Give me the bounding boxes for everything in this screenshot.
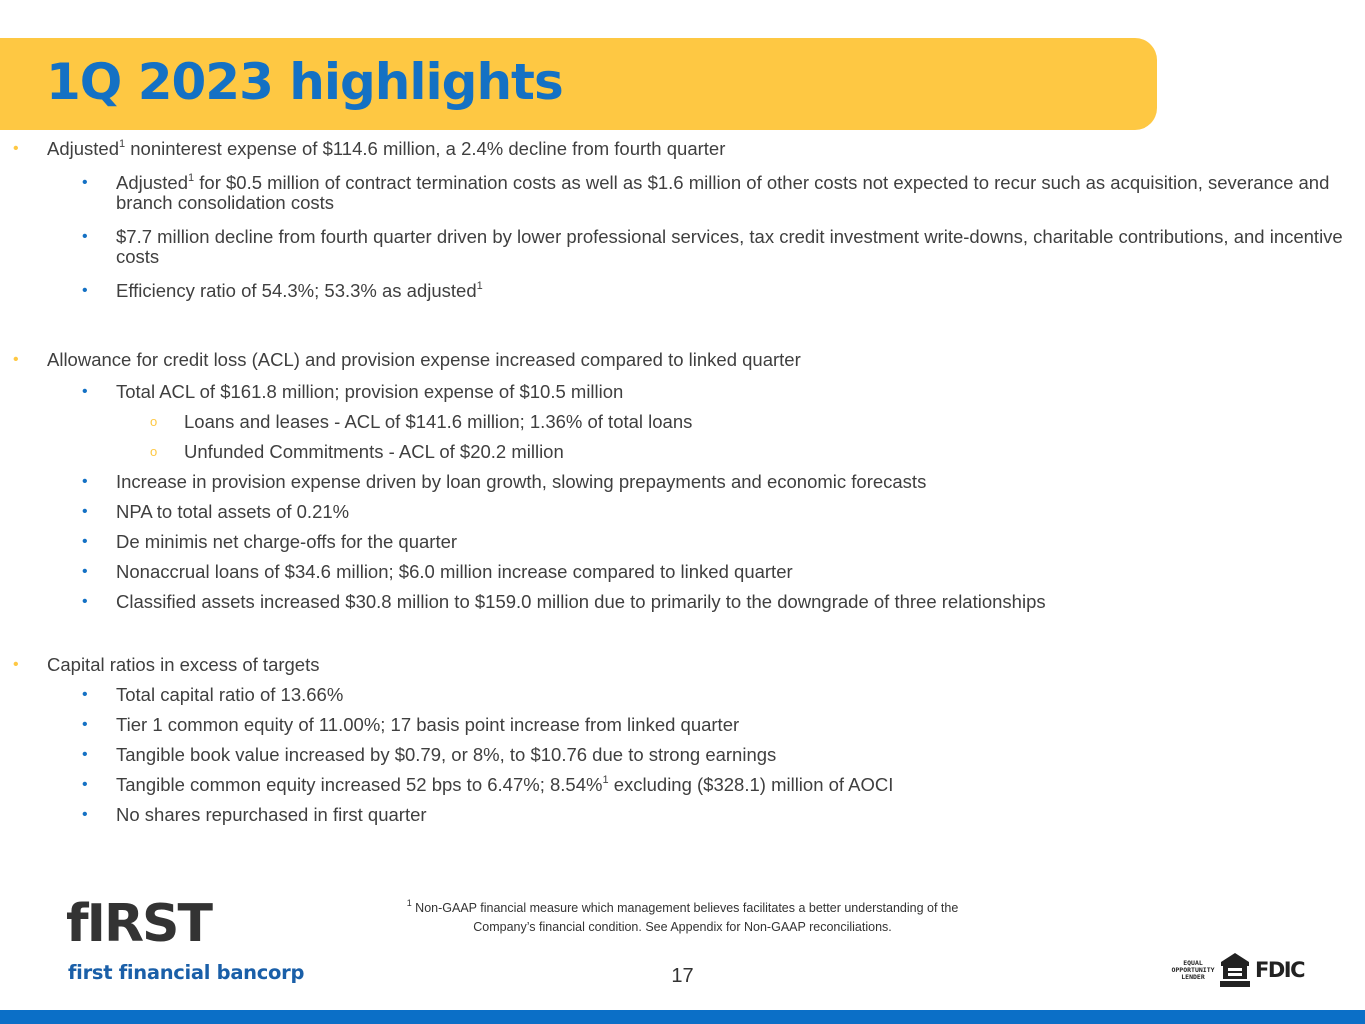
fdic-logo: FDIC xyxy=(1255,958,1305,982)
bullet-icon: • xyxy=(82,746,88,763)
bullet-icon: • xyxy=(13,351,19,368)
acl-item: NPA to total assets of 0.21% xyxy=(116,501,350,522)
company-logo-wordmark: fIRST xyxy=(66,894,211,954)
bottom-accent-bar xyxy=(0,1010,1365,1024)
expense-item: Efficiency ratio of 54.3%; 53.3% as adjusted$^1$ xyxy=(116,279,483,301)
acl-heading: Allowance for credit loss (ACL) and provision expense increased compared to linked quarter xyxy=(47,349,801,370)
expense-item: Adjusted$^1$ for $0.5 million of contract termination costs as well as $1.6 million of other costs not expected to recur such as acquisition, severance and branch consolidation costs xyxy=(116,171,1330,213)
equal-opportunity-lender-badge: EQUAL OPPORTUNITY LENDER xyxy=(1171,959,1215,981)
bullet-icon: • xyxy=(13,656,19,673)
expense-item: $7.7 million decline from fourth quarter driven by lower professional services, tax credit investment write-downs, charitable contributions, and incentive costs xyxy=(116,226,1343,267)
bullet-icon: • xyxy=(82,593,88,610)
acl-subitem: Unfunded Commitments - ACL of $20.2 million xyxy=(184,441,564,462)
capital-item: Tangible common equity increased 52 bps to 6.47%; 8.54%$^1$ excluding ($328.1) million of AOCI xyxy=(116,773,894,795)
capital-item: Tier 1 common equity of 11.00%; 17 basis point increase from linked quarter xyxy=(116,714,740,735)
acl-item: De minimis net charge-offs for the quarter xyxy=(116,531,458,552)
company-logo-name: first financial bancorp xyxy=(68,961,305,984)
bullet-icon: • xyxy=(82,533,88,550)
capital-item: Total capital ratio of 13.66% xyxy=(116,684,344,705)
capital-item: No shares repurchased in first quarter xyxy=(116,804,427,825)
footnote: $^1$ Non-GAAP financial measure which management believes facilitates a better understanding of the Company’s financial condition. See Appendix for Non-GAAP reconciliations. xyxy=(406,897,959,934)
bullet-icon: • xyxy=(82,503,88,520)
page-number: 17 xyxy=(671,965,694,987)
equal-housing-lender-icon xyxy=(1219,952,1251,988)
acl-item: Increase in provision expense driven by loan growth, slowing prepayments and economic forecasts xyxy=(116,471,927,492)
bullet-icon: • xyxy=(82,686,88,703)
acl-item: Nonaccrual loans of $34.6 million; $6.0 million increase compared to linked quarter xyxy=(116,561,793,582)
bullet-icon: • xyxy=(82,174,88,191)
acl-item: Total ACL of $161.8 million; provision expense of $10.5 million xyxy=(116,381,624,402)
sub-bullet-icon: o xyxy=(150,444,158,459)
bullet-icon: • xyxy=(82,228,88,245)
acl-subitem: Loans and leases - ACL of $141.6 million; 1.36% of total loans xyxy=(184,411,693,432)
bullet-icon: • xyxy=(82,383,88,400)
bullet-icon: • xyxy=(82,473,88,490)
expense-heading: Adjusted$^1$ noninterest expense of $114.6 million, a 2.4% decline from fourth quarter xyxy=(47,137,726,159)
bullet-icon: • xyxy=(82,716,88,733)
bullet-icon: • xyxy=(82,563,88,580)
capital-item: Tangible book value increased by $0.79, or 8%, to $10.76 due to strong earnings xyxy=(116,744,777,765)
sub-bullet-icon: o xyxy=(150,414,158,429)
capital-heading: Capital ratios in excess of targets xyxy=(47,654,320,675)
bullet-icon: • xyxy=(82,776,88,793)
page-title: 1Q 2023 highlights xyxy=(46,53,563,111)
acl-item: Classified assets increased $30.8 million to $159.0 million due to primarily to the downgrade of three relationships xyxy=(116,591,1046,612)
bullet-icon: • xyxy=(82,282,88,299)
bullet-icon: • xyxy=(82,806,88,823)
bullet-icon: • xyxy=(13,140,19,157)
